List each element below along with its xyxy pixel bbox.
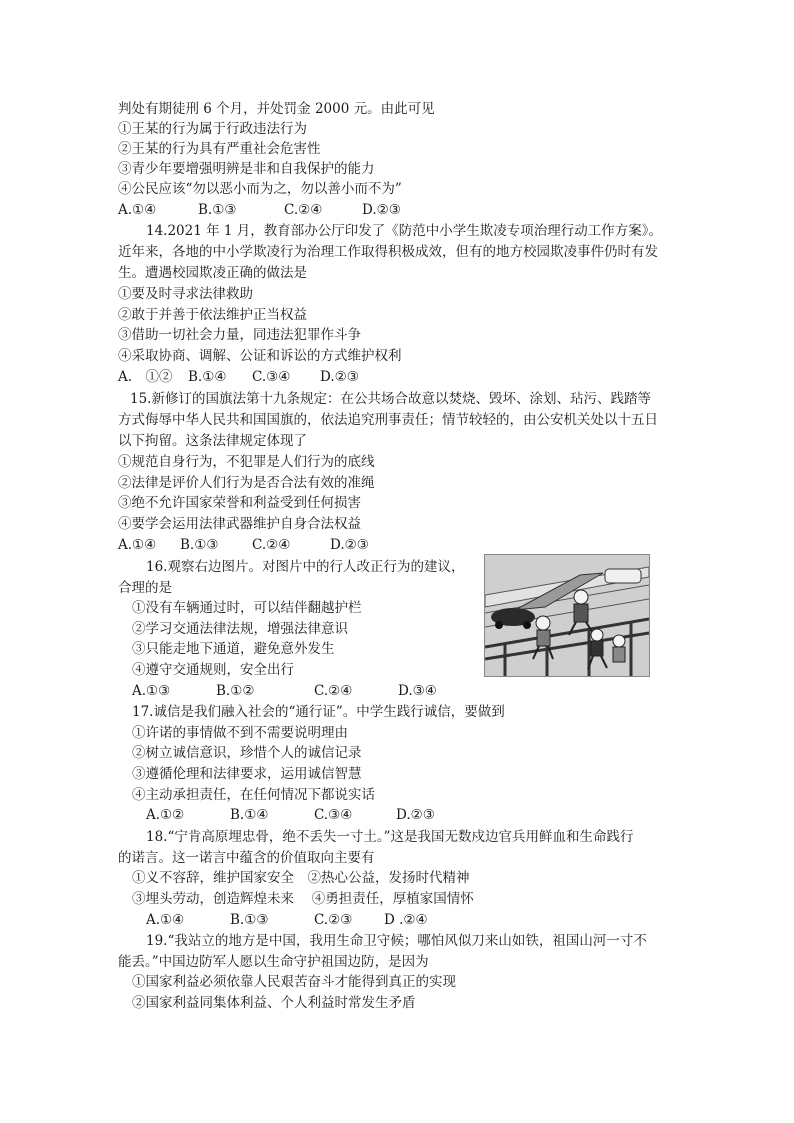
option-c: C.②④ bbox=[284, 202, 323, 218]
option-d: D.②③ bbox=[396, 807, 435, 823]
option-d: D.②③ bbox=[320, 369, 359, 385]
q14-item-1: ①要及时寻求法律救助 bbox=[118, 286, 253, 302]
option-a: A.①② bbox=[146, 807, 185, 823]
q18-options bbox=[146, 911, 428, 929]
q17-item-2: ②树立诚信意识，珍惜个人的诚信记录 bbox=[132, 745, 362, 761]
option-c: C.③④ bbox=[252, 369, 291, 385]
q17-stem-1: 17.诚信是我们融入社会的“通行证”。中学生践行诚信，要做到 bbox=[132, 704, 505, 720]
option-b: B.①④ bbox=[230, 807, 269, 823]
q17-options bbox=[146, 806, 435, 824]
option-a: A.①④ bbox=[146, 912, 185, 928]
intro-options bbox=[118, 201, 401, 219]
option-a: A.①④ bbox=[118, 202, 157, 218]
q19-stem-2: 能丢。”中国边防军人愿以生命守护祖国边防，是因为 bbox=[118, 954, 429, 970]
q15-item-4: ④要学会运用法律武器维护自身合法权益 bbox=[118, 516, 361, 532]
pedestrian-illustration bbox=[484, 554, 650, 677]
q15-options bbox=[118, 536, 369, 554]
pedestrian-illustration-drawing bbox=[485, 555, 649, 676]
q19-stem-1: 19.“我站立的地方是中国，我用生命卫守候；哪怕风似刀来山如铁，祖国山河一寸不 bbox=[146, 933, 647, 949]
option-d: D.③④ bbox=[398, 683, 437, 699]
q16-item-4: ④遵守交通规则，安全出行 bbox=[132, 662, 294, 678]
q16-item-1: ①没有车辆通过时，可以结伴翻越护栏 bbox=[132, 600, 362, 616]
option-b: B.①③ bbox=[180, 537, 219, 553]
q16-item-2: ②学习交通法律法规，增强法律意识 bbox=[132, 621, 348, 637]
option-d: D .②④ bbox=[384, 912, 428, 928]
q16-item-3: ③只能走地下通道，避免意外发生 bbox=[132, 641, 335, 657]
q14-item-2: ②敢于并善于依法维护正当权益 bbox=[118, 307, 307, 323]
intro-item-1: ①王某的行为属于行政违法行为 bbox=[118, 121, 307, 137]
q16-options bbox=[132, 682, 437, 700]
q15-stem-1: 15.新修订的国旗法第十九条规定：在公共场合故意以焚烧、毁坏、涂划、玷污、践踏等 bbox=[130, 391, 651, 407]
q15-stem-3: 以下拘留。这条法律规定体现了 bbox=[118, 433, 307, 449]
q14-item-3: ③借助一切社会力量，同违法犯罪作斗争 bbox=[118, 327, 361, 343]
q15-stem-2: 方式侮辱中华人民共和国国旗的，依法追究刑事责任；情节较轻的，由公安机关处以十五日 bbox=[118, 412, 658, 428]
intro-item-3: ③青少年要增强明辨是非和自我保护的能力 bbox=[118, 161, 375, 177]
q18-item-1: ①义不容辞，维护国家安全 ②热心公益，发扬时代精神 bbox=[132, 870, 470, 886]
intro-item-2: ②王某的行为具有严重社会危害性 bbox=[118, 141, 321, 157]
q18-stem-1: 18.“宁肯高原埋忠骨，绝不丢失一寸土。”这是我国无数戍边官兵用鲜血和生命践行 bbox=[146, 829, 634, 845]
option-b: B.①④ bbox=[188, 369, 227, 385]
option-c: C.②④ bbox=[314, 683, 353, 699]
intro-item-4: ④公民应该“勿以恶小而为之，勿以善小而不为” bbox=[118, 181, 402, 197]
q19-item-2: ②国家利益同集体利益、个人利益时常发生矛盾 bbox=[132, 995, 416, 1011]
option-b: B.①③ bbox=[198, 202, 237, 218]
q19-item-1: ①国家利益必须依靠人民艰苦奋斗才能得到真正的实现 bbox=[132, 974, 456, 990]
option-a: A.①③ bbox=[132, 683, 171, 699]
q14-stem-3: 生。遭遇校园欺凌正确的做法是 bbox=[118, 265, 307, 281]
q14-stem-1: 14.2021 年 1 月，教育部办公厅印发了《防范中小学生欺凌专项治理行动工作方案》。 bbox=[146, 223, 663, 239]
q16-stem-1: 16.观察右边图片。对图片中的行人改正行为的建议， bbox=[146, 559, 465, 575]
q18-stem-2: 的诺言。这一诺言中蕴含的价值取向主要有 bbox=[118, 850, 375, 866]
intro-line: 判处有期徒刑 6 个月，并处罚金 2000 元。由此可见 bbox=[118, 101, 435, 117]
option-d: D.②③ bbox=[330, 537, 369, 553]
q16-stem-2: 合理的是 bbox=[118, 580, 172, 596]
option-c: C.②④ bbox=[252, 537, 291, 553]
option-c: C.③④ bbox=[314, 807, 353, 823]
q17-item-3: ③遵循伦理和法律要求，运用诚信智慧 bbox=[132, 766, 362, 782]
q14-options bbox=[118, 368, 359, 386]
q17-item-4: ④主动承担责任，在任何情况下都说实话 bbox=[132, 787, 375, 803]
option-a: A.①④ bbox=[118, 537, 157, 553]
q14-stem-2: 近年来，各地的中小学欺凌行为治理工作取得积极成效，但有的地方校园欺凌事件仍时有发 bbox=[118, 244, 658, 260]
q15-item-1: ①规范自身行为，不犯罪是人们行为的底线 bbox=[118, 454, 375, 470]
option-a: A. ①② bbox=[118, 369, 173, 385]
q18-item-2: ③埋头劳动，创造辉煌未来 ④勇担责任，厚植家国情怀 bbox=[132, 891, 474, 907]
option-d: D.②③ bbox=[362, 202, 401, 218]
option-c: C.②③ bbox=[314, 912, 353, 928]
q14-item-4: ④采取协商、调解、公证和诉讼的方式维护权利 bbox=[118, 348, 402, 364]
option-b: B.①③ bbox=[230, 912, 269, 928]
q15-item-2: ②法律是评价人们行为是否合法有效的准绳 bbox=[118, 475, 375, 491]
q15-item-3: ③绝不允许国家荣誉和利益受到任何损害 bbox=[118, 495, 361, 511]
q17-item-1: ①许诺的事情做不到不需要说明理由 bbox=[132, 725, 348, 741]
option-b: B.①② bbox=[216, 683, 255, 699]
